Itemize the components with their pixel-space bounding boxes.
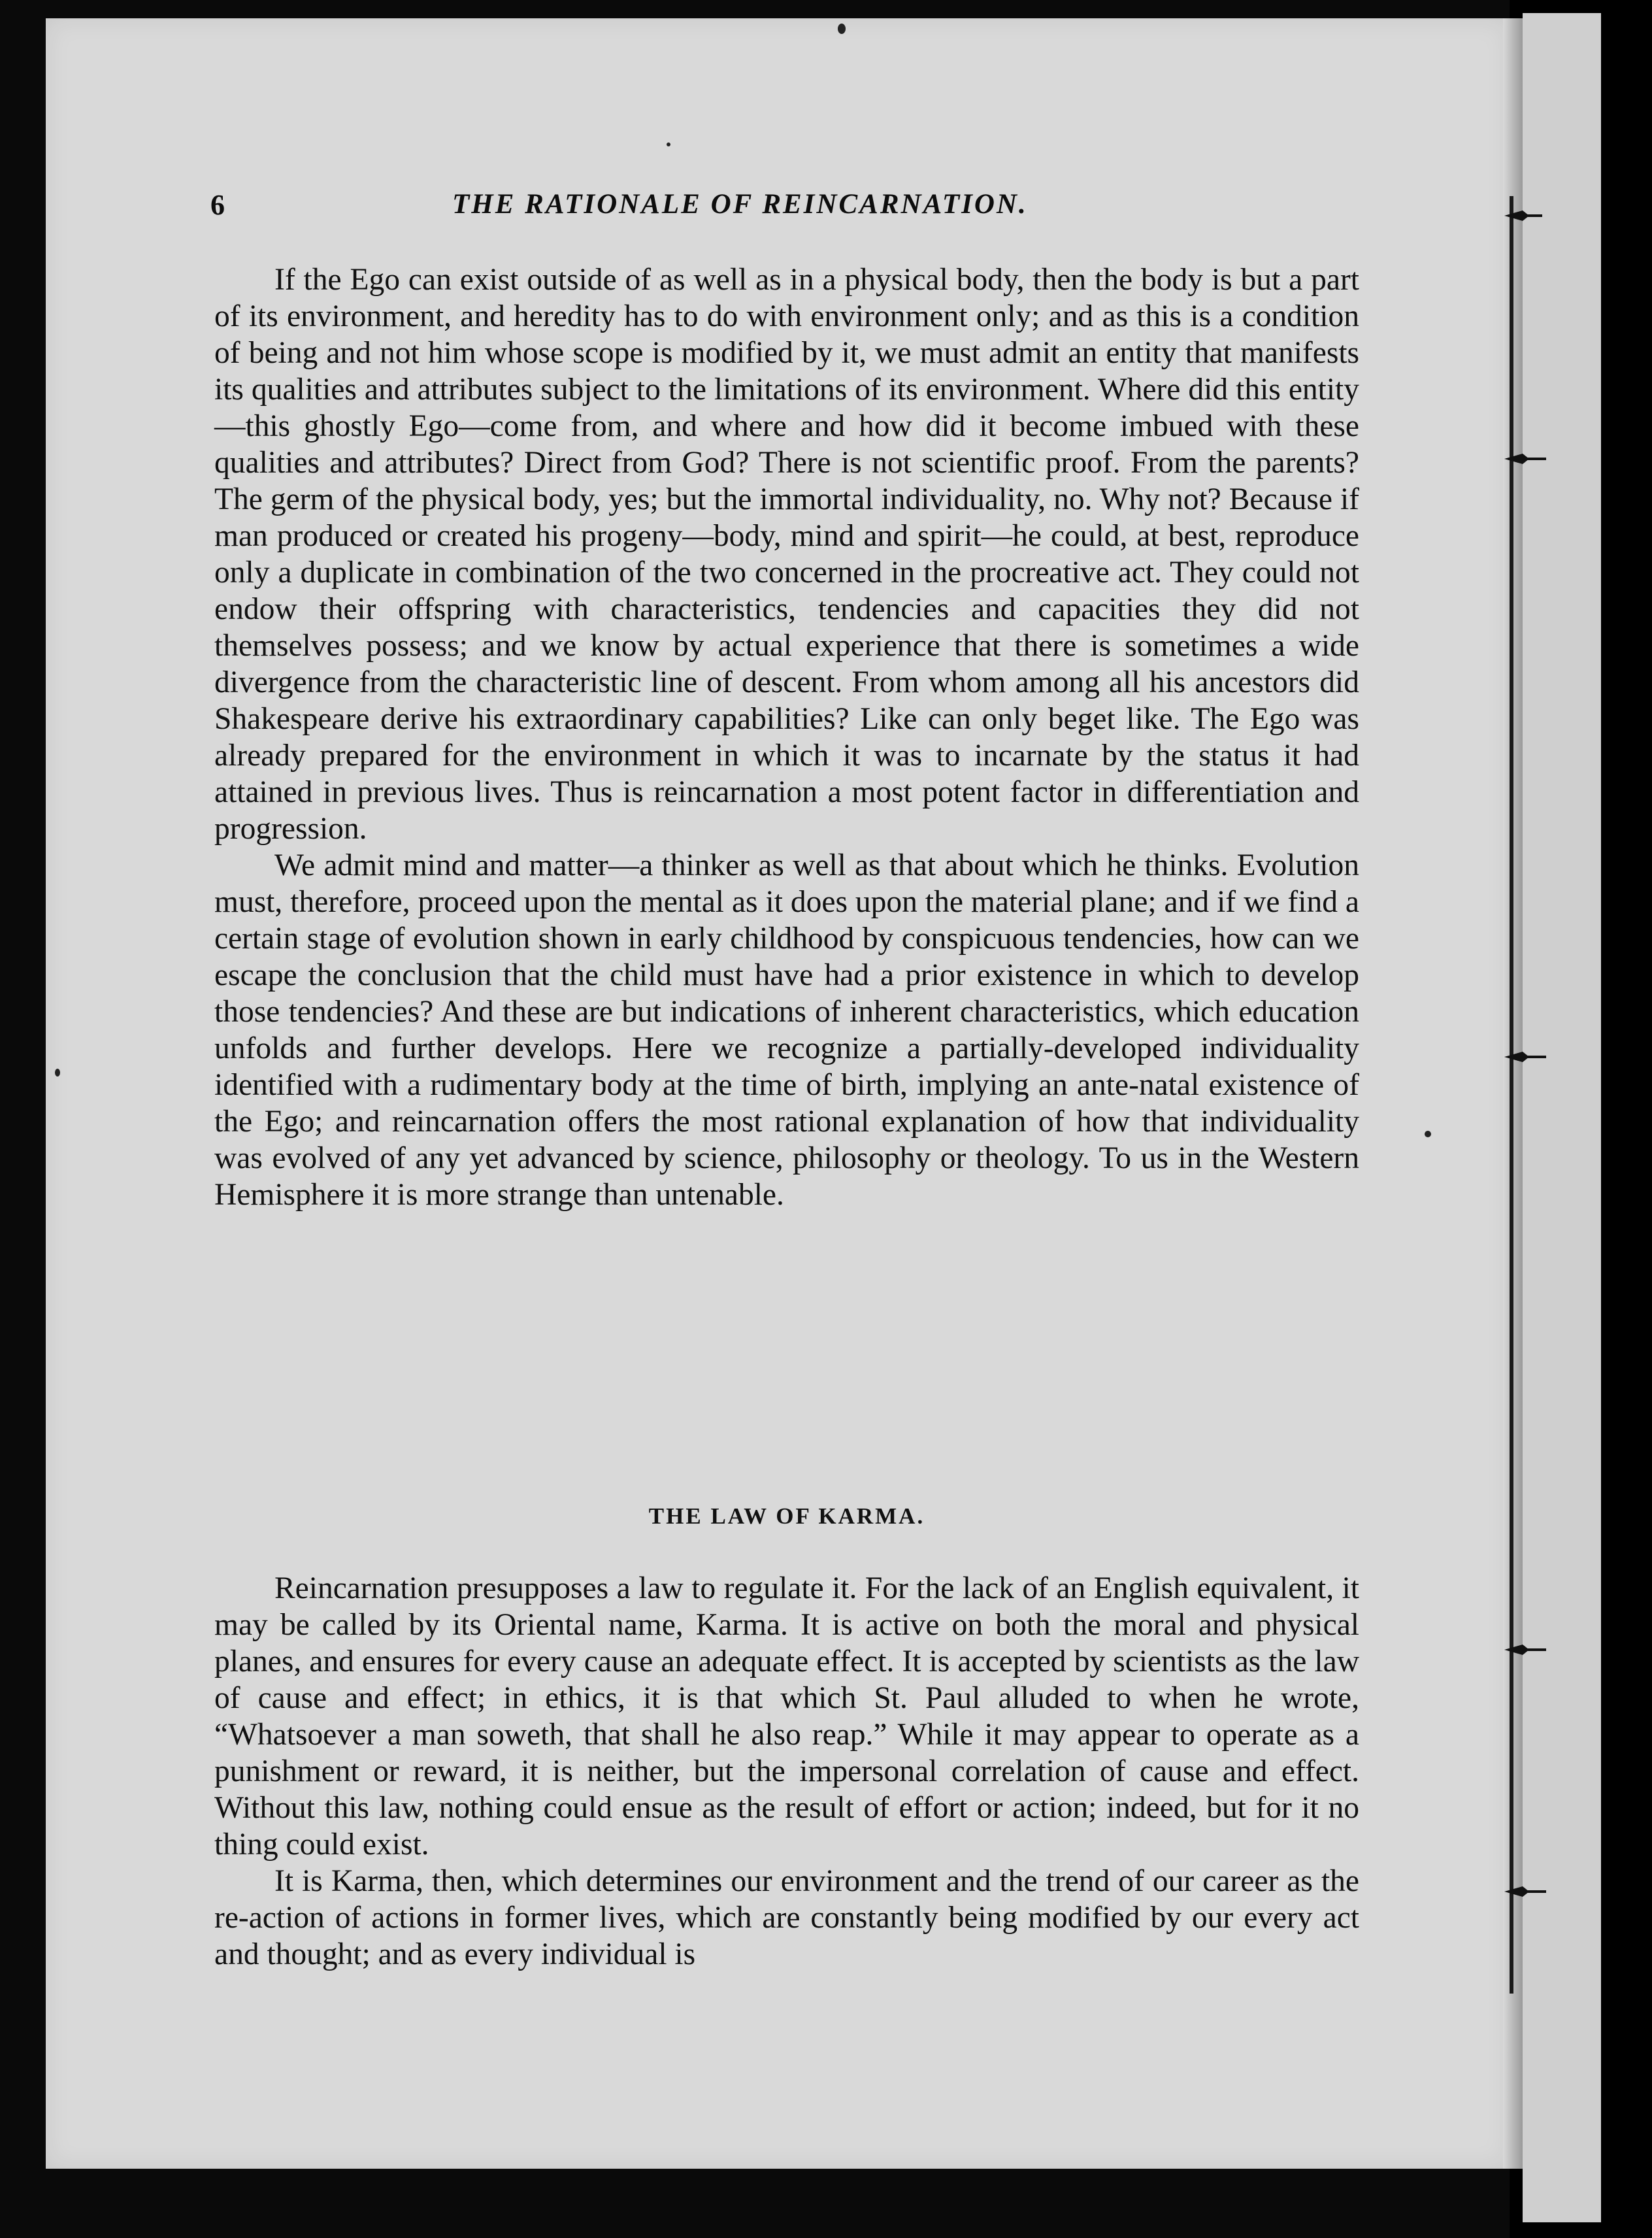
scan-speck (838, 24, 846, 34)
binding-stitch-icon (1503, 451, 1555, 467)
body-text (214, 261, 1359, 1213)
running-head (210, 188, 1112, 227)
paragraph: If the Ego can exist outside of as well as in a physical body, then the body is but a part of its environment, and heredity has to do with environment only; and as this is a condition of being and not him whose scope is modified by it, we must admit an entity that manifests its qualities and attributes subject to the limitations of its environment. Where did this entity—this ghostly Ego—come from, and where and how did it become imbued with these qualities and attributes? Direct from God? There is not scientific proof. From the parents? The germ of the physical body, yes; but the immortal individuality, no. Why not? Because if man produced or created his progeny—body, mind and spirit—he could, at best, reproduce only a duplicate in combination of the two concerned in the procreative act. They could not endow their offspring with characteristics, tendencies and capacities they did not themselves possess; and we know by actual experience that there is sometimes a wide divergence from the characteristic line of descent. From whom among all his ancestors did Shakespeare derive his extraordinary capabilities? Like can only beget like. The Ego was already prepared for the environment in which it was to incarnate by the status it had attained in previous lives. Thus is reincarnation a most potent factor in differentiation and progression. (214, 263, 1359, 846)
page-number: 6 (210, 189, 225, 221)
section-body-text (214, 1570, 1359, 1973)
running-title: THE RATIONALE OF REINCARNATION. (452, 189, 1028, 220)
binding-stitch-icon (1503, 1049, 1555, 1065)
scan-speck (667, 142, 670, 146)
scan-speck (55, 1069, 60, 1077)
paragraph: Reincarnation presupposes a law to regulate it. For the lack of an English equivalent, it may be called by its Oriental name, Karma. It is active on both the moral and physical planes, and ensures for every cause an adequate effect. It is accepted by scientists as the law of cause and effect; in ethics, it is that which St. Paul alluded to when he wrote, “Whatsoever a man soweth, that shall he also reap.” While it may appear to operate as a punishment or reward, it is neither, but the impersonal correlation of cause and effect. Without this law, nothing could ensue as the result of effort or action; indeed, but for it no thing could exist. (214, 1571, 1359, 1862)
section-heading: THE LAW OF KARMA. (648, 1503, 925, 1529)
paragraph: It is Karma, then, which determines our environment and the trend of our career as the re-action of actions in former lives, which are constantly being modified by our every act and thought; and as every individual is (214, 1864, 1359, 1971)
binding-stitch-icon (1503, 208, 1555, 224)
scan-speck (1425, 1131, 1431, 1137)
binding-stitch-icon (1503, 1884, 1555, 1899)
binding-stitch-icon (1503, 1642, 1555, 1658)
paragraph: We admit mind and matter—a thinker as well as that about which he thinks. Evolution must, therefore, proceed upon the mental as it does upon the material plane; and if we find a certain stage of evolution shown in early childhood by conspicuous tendencies, how can we escape the conclusion that the child must have had a prior existence in which to develop those tendencies? And these are but indications of inherent characteristics, which education unfolds and further develops. Here we recognize a partially-developed individuality identified with a rudimentary body at the time of birth, implying an ante-natal existence of the Ego; and reincarnation offers the most rational explanation of how that individuality was evolved of any yet advanced by science, philosophy or theology. To us in the Western Hemisphere it is more strange than untenable. (214, 848, 1359, 1212)
